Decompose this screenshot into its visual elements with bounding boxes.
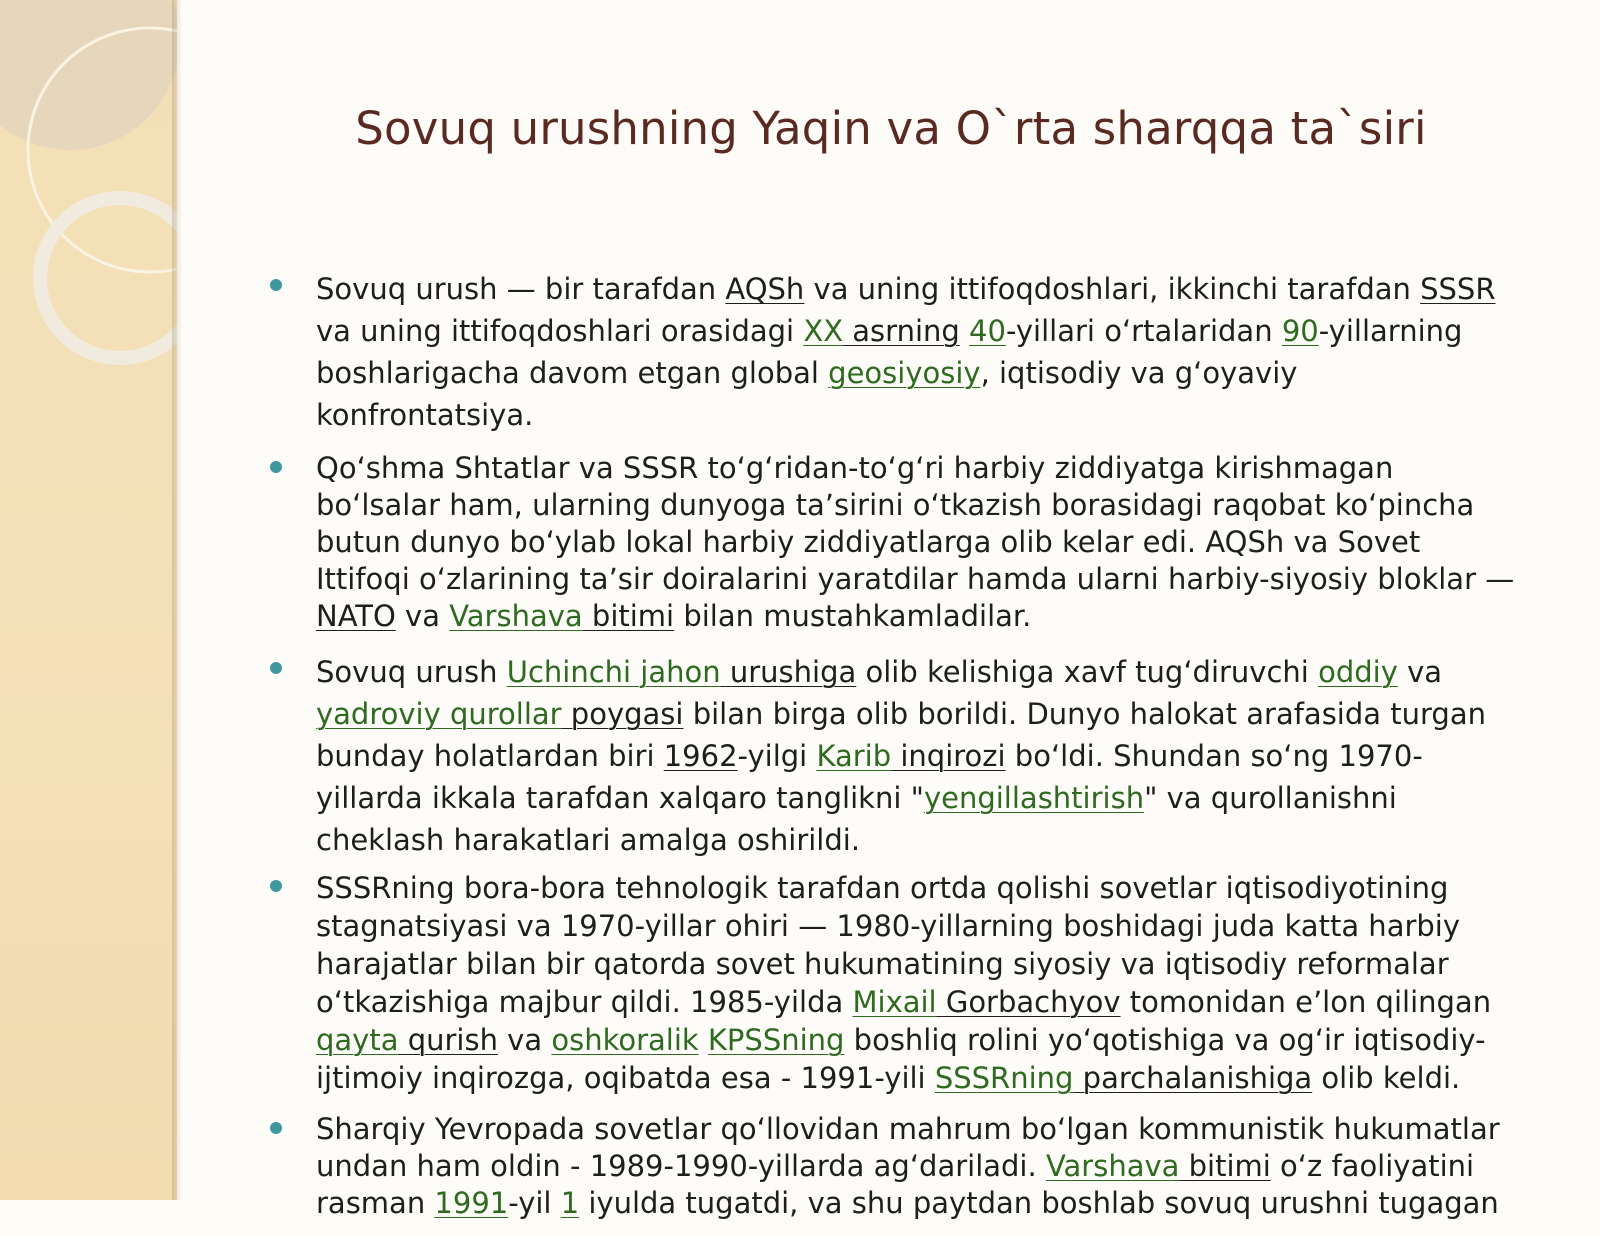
bullet-text: tomonidan eʼlon qilingan — [1120, 985, 1492, 1019]
bullet-dot-icon — [270, 461, 282, 473]
link-qurish[interactable]: qurish — [398, 1023, 498, 1057]
link-sssr[interactable]: SSSR — [1420, 272, 1496, 306]
bullet-text: -yillarning boshlarigacha davom etgan global — [316, 314, 1463, 390]
bullet-text: va — [497, 1023, 552, 1057]
bullet-text: , iqtisodiy va gʻoyaviy konfrontatsiya. — [316, 356, 1298, 432]
bullet-text: boʻldi. Shundan soʻng 1970-yillarda ikkala tarafdan xalqaro tanglikni " — [316, 739, 1423, 815]
bullet-dot-icon — [270, 880, 282, 892]
link-varshava[interactable]: Varshava — [1045, 1149, 1180, 1183]
link-poygasi[interactable]: poygasi — [561, 697, 684, 731]
link-bitimi[interactable]: bitimi — [1179, 1149, 1271, 1183]
bullet-text: olib kelishiga xavf tugʻdiruvchi — [856, 655, 1319, 689]
decorative-sidebar — [0, 0, 177, 1200]
link-urushiga[interactable]: urushiga — [720, 655, 857, 689]
link-sssrning[interactable]: SSSRning — [934, 1061, 1074, 1095]
slide-title: Sovuq urushning Yaqin va O`rta sharqqa ta`siri — [355, 102, 1427, 155]
bullet-item-4 — [270, 869, 1520, 1097]
link-kpssning[interactable]: KPSSning — [707, 1023, 845, 1057]
link-oshkoralik[interactable]: oshkoralik — [551, 1023, 699, 1057]
bullet-text: va uning ittifoqdoshlari, ikkinchi tarafdan — [804, 272, 1421, 306]
link-parchalanishiga[interactable]: parchalanishiga — [1073, 1061, 1313, 1095]
bullet-item-2 — [270, 450, 1520, 635]
bullet-text: -yil — [508, 1186, 561, 1220]
bullet-text: Qoʻshma Shtatlar va SSSR toʻgʻridan-toʻgʻri harbiy ziddiyatga kirishmagan boʻlsalar ham, ularning dunyoga taʼsirini oʻtkazish borasidagi raqobat koʻpincha butun dunyo boʻylab lokal harbiy ziddiyatlarga olib kelar edi. AQSh va Sovet Ittifoqi oʻzlarining taʼsir doiralarini yaratdilar hamda ularni harbiy-siyosiy bloklar — — [316, 451, 1515, 596]
bullet-text: iyulda tugatdi, va shu paytdan boshlab sovuq urushni tugagan — [579, 1186, 1499, 1220]
bullet-text: Sovuq urush — bir tarafdan — [316, 272, 726, 306]
link-inqirozi[interactable]: inqirozi — [891, 739, 1006, 773]
bullet-text: oʻz faoliyatini rasman — [316, 1149, 1475, 1220]
link-asrning[interactable]: asrning — [843, 314, 960, 348]
bullet-text: bilan birga olib borildi. Dunyo halokat arafasida turgan bunday holatlardan biri — [316, 697, 1486, 773]
link-geosiyosiy[interactable]: geosiyosiy — [828, 356, 981, 390]
link-1[interactable]: 1 — [560, 1186, 580, 1220]
bullet-text — [960, 314, 969, 348]
link-xx[interactable]: XX — [803, 314, 844, 348]
slide-content-area — [182, 0, 1600, 1220]
bullet-text: boshliq rolini yoʻqotishiga va ogʻir iqtisodiy-ijtimoiy inqirozga, oqibatda esa - 1991-yili — [316, 1023, 1486, 1095]
large-shaded-circle — [0, 0, 177, 150]
link-1962[interactable]: 1962 — [663, 739, 738, 773]
bullet-dot-icon — [270, 1122, 282, 1134]
sidebar-circles-decoration — [0, 0, 177, 1200]
link-karib[interactable]: Karib — [816, 739, 892, 773]
small-ring — [40, 198, 177, 358]
bullet-text: " va qurollanishni cheklash harakatlari amalga oshirildi. — [316, 781, 1397, 857]
link-yadroviy-qurollar[interactable]: yadroviy qurollar — [316, 697, 562, 731]
link-oddiy[interactable]: oddiy — [1318, 655, 1398, 689]
sidebar-edge-shadow — [172, 0, 182, 1200]
bullet-text: olib keldi. — [1312, 1061, 1461, 1095]
link-uchinchi-jahon[interactable]: Uchinchi jahon — [506, 655, 721, 689]
bullet-text: Sovuq urush — [316, 655, 507, 689]
bullet-dot-icon — [270, 279, 282, 291]
bullet-text: bilan mustahkamladilar. — [674, 599, 1032, 633]
bullet-text: va — [395, 599, 450, 633]
link-yengillashtirish[interactable]: yengillashtirish — [923, 781, 1145, 815]
bullet-text: -yilgi — [737, 739, 817, 773]
bullet-item-1 — [270, 268, 1520, 436]
bullet-text: va uning ittifoqdoshlari orasidagi — [316, 314, 804, 348]
link-1991[interactable]: 1991 — [434, 1186, 509, 1220]
bullet-text: SSSRning bora-bora tehnologik tarafdan ortda qolishi sovetlar iqtisodiyotining stagnatsiyasi va 1970-yillar ohiri — 1980-yillarning boshidagi juda katta harbiy harajatlar bilan bir qatorda sovet hukumatining siyosiy va iqtisodiy reformalar oʻtkazishiga majbur qildi. 1985-yilda — [316, 871, 1461, 1019]
link-bitimi[interactable]: bitimi — [582, 599, 675, 633]
link-gorbachyov[interactable]: Gorbachyov — [936, 985, 1121, 1019]
bullet-item-3 — [270, 651, 1520, 861]
bullet-dot-icon — [270, 662, 282, 674]
bullet-list — [270, 268, 1520, 1236]
link-qayta[interactable]: qayta — [316, 1023, 399, 1057]
link-90[interactable]: 90 — [1281, 314, 1319, 348]
link-aqsh[interactable]: AQSh — [725, 272, 805, 306]
bullet-text: Sharqiy Yevropada sovetlar qoʻllovidan mahrum boʻlgan kommunistik hukumatlar undan ham oldin - 1989-1990-yillarda agʻdariladi. — [316, 1112, 1500, 1183]
bullet-item-5 — [270, 1111, 1520, 1222]
bullet-text: va — [1397, 655, 1443, 689]
link-mixail[interactable]: Mixail — [852, 985, 937, 1019]
link-varshava[interactable]: Varshava — [449, 599, 583, 633]
bullet-text: -yillari oʻrtalaridan — [1005, 314, 1282, 348]
bullet-text — [699, 1023, 708, 1057]
link-nato[interactable]: NATO — [316, 599, 396, 633]
link-40[interactable]: 40 — [969, 314, 1006, 348]
